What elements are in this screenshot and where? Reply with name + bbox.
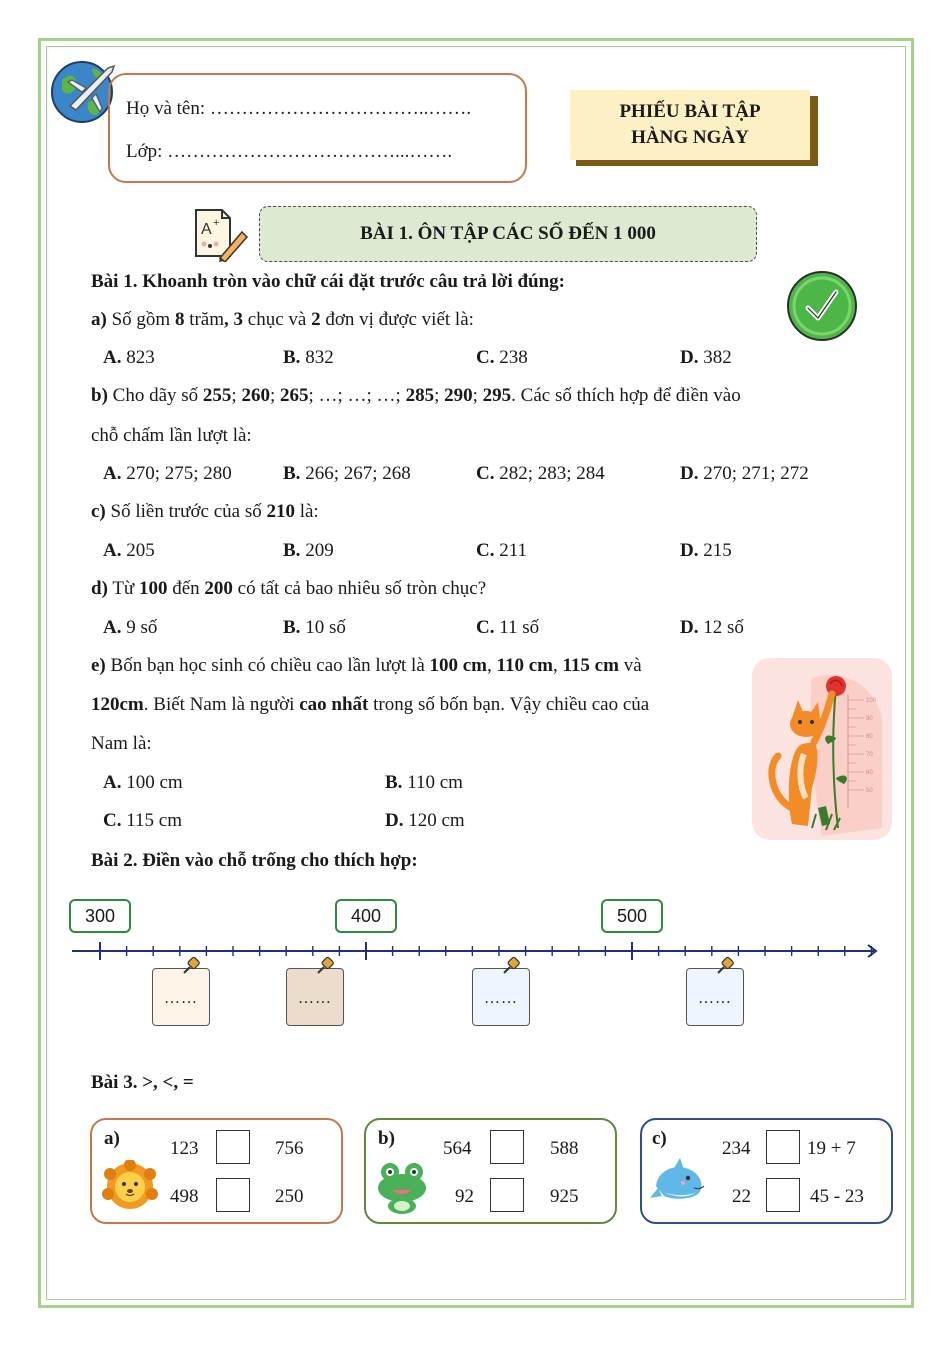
- pushpin-icon: [180, 955, 202, 977]
- compare-b-2-answer-box[interactable]: [490, 1178, 524, 1212]
- number-label-500: 500: [601, 899, 663, 933]
- dolphin-icon: [650, 1158, 706, 1208]
- compare-c-label: c): [652, 1128, 667, 1149]
- number-label-300: 300: [69, 899, 131, 933]
- option-d-A[interactable]: A. 9 số: [103, 617, 158, 638]
- pushpin-icon: [500, 955, 522, 977]
- option-c-B[interactable]: B. 209: [283, 540, 334, 561]
- blank-note-3-box[interactable]: ……: [472, 968, 530, 1026]
- compare-c-2-answer-box[interactable]: [766, 1178, 800, 1212]
- compare-b-label: b): [378, 1128, 395, 1149]
- compare-b-1-answer-box[interactable]: [490, 1130, 524, 1164]
- ruler-mark-70: 70: [866, 752, 873, 758]
- worksheet-title: [570, 90, 810, 160]
- student-info-box: [108, 73, 527, 183]
- ruler-mark-80: 80: [866, 734, 873, 740]
- option-a-D[interactable]: D. 382: [680, 347, 732, 368]
- worksheet-title-line2: HÀNG NGÀY: [631, 127, 749, 148]
- question-e-line2: 120cm. Biết Nam là người cao nhất trong số bốn bạn. Vậy chiều cao của: [91, 694, 650, 715]
- name-field-label[interactable]: Họ và tên: ……………………………..…….: [126, 98, 472, 119]
- option-c-D[interactable]: D. 215: [680, 540, 732, 561]
- compare-a-2-right: 250: [275, 1186, 304, 1207]
- option-b-D[interactable]: D. 270; 271; 272: [680, 463, 809, 484]
- blank-note-2-box[interactable]: ……: [286, 968, 344, 1026]
- ruler-mark-90: 90: [866, 716, 873, 722]
- option-e-C[interactable]: C. 115 cm: [103, 810, 182, 831]
- compare-a-1-right: 756: [275, 1138, 304, 1159]
- svg-text:A: A: [201, 221, 212, 238]
- compare-a-1-left: 123: [170, 1138, 199, 1159]
- compare-c-1-answer-box[interactable]: [766, 1130, 800, 1164]
- option-a-A[interactable]: A. 823: [103, 347, 155, 368]
- exercise-2-heading: Bài 2. Điền vào chỗ trống cho thích hợp:: [91, 850, 418, 871]
- option-a-B[interactable]: B. 832: [283, 347, 334, 368]
- option-e-B[interactable]: B. 110 cm: [385, 772, 463, 793]
- question-d: d) Từ 100 đến 200 có tất cả bao nhiêu số tròn chục?: [91, 578, 487, 599]
- option-b-C[interactable]: C. 282; 283; 284: [476, 463, 605, 484]
- ruler-mark-50: 50: [866, 788, 873, 794]
- question-b: b) Cho dãy số 255; 260; 265; …; …; …; 285; 290; 295. Các số thích hợp để điền vào: [91, 385, 741, 406]
- class-field-label[interactable]: Lớp: ………………………………...…….: [126, 141, 453, 162]
- compare-c-2-right: 45 - 23: [810, 1186, 864, 1207]
- option-e-D[interactable]: D. 120 cm: [385, 810, 465, 831]
- compare-c-2-left: 22: [732, 1186, 751, 1207]
- compare-c-1-left: 234: [722, 1138, 751, 1159]
- option-b-A[interactable]: A. 270; 275; 280: [103, 463, 232, 484]
- lion-icon: [100, 1160, 160, 1210]
- question-e: e) Bốn bạn học sinh có chiều cao lần lượt là 100 cm, 110 cm, 115 cm và: [91, 655, 642, 676]
- blank-note-4-box[interactable]: ……: [686, 968, 744, 1026]
- ruler-mark-60: 60: [866, 770, 873, 776]
- blank-note-1-box[interactable]: ……: [152, 968, 210, 1026]
- compare-a-2-answer-box[interactable]: [216, 1178, 250, 1212]
- option-d-D[interactable]: D. 12 số: [680, 617, 744, 638]
- pushpin-icon: [314, 955, 336, 977]
- question-a: a) Số gồm 8 trăm, 3 chục và 2 đơn vị được viết là:: [91, 309, 474, 330]
- lesson-title: BÀI 1. ÔN TẬP CÁC SỐ ĐẾN 1 000: [259, 206, 757, 262]
- check-icon: [784, 268, 860, 344]
- pushpin-icon: [714, 955, 736, 977]
- question-e-line3: Nam là:: [91, 733, 152, 754]
- option-a-C[interactable]: C. 238: [476, 347, 528, 368]
- exercise-1-heading: Bài 1. Khoanh tròn vào chữ cái đặt trước câu trả lời đúng:: [91, 271, 565, 292]
- question-b-line2: chỗ chấm lần lượt là:: [91, 425, 252, 446]
- option-c-A[interactable]: A. 205: [103, 540, 155, 561]
- frog-icon: [372, 1160, 432, 1214]
- exercise-3-heading: Bài 3. >, <, =: [91, 1072, 194, 1093]
- compare-a-1-answer-box[interactable]: [216, 1130, 250, 1164]
- compare-b-2-right: 925: [550, 1186, 579, 1207]
- svg-text:+: +: [213, 217, 220, 229]
- compare-b-1-right: 588: [550, 1138, 579, 1159]
- option-c-C[interactable]: C. 211: [476, 540, 528, 561]
- cat-height-chart-illustration: [752, 658, 892, 840]
- worksheet-title-line1: PHIẾU BÀI TẬP: [619, 101, 761, 122]
- compare-a-label: a): [104, 1128, 120, 1149]
- option-d-C[interactable]: C. 11 số: [476, 617, 540, 638]
- question-c: c) Số liền trước của số 210 là:: [91, 501, 319, 522]
- ruler-mark-100: 100: [866, 698, 877, 704]
- compare-c-1-right: 19 + 7: [807, 1138, 856, 1159]
- number-label-400: 400: [335, 899, 397, 933]
- compare-b-1-left: 564: [443, 1138, 472, 1159]
- grade-pencil-icon: [192, 206, 248, 262]
- compare-b-2-left: 92: [455, 1186, 474, 1207]
- option-b-B[interactable]: B. 266; 267; 268: [283, 463, 411, 484]
- option-e-A[interactable]: A. 100 cm: [103, 772, 183, 793]
- compare-a-2-left: 498: [170, 1186, 199, 1207]
- option-d-B[interactable]: B. 10 số: [283, 617, 346, 638]
